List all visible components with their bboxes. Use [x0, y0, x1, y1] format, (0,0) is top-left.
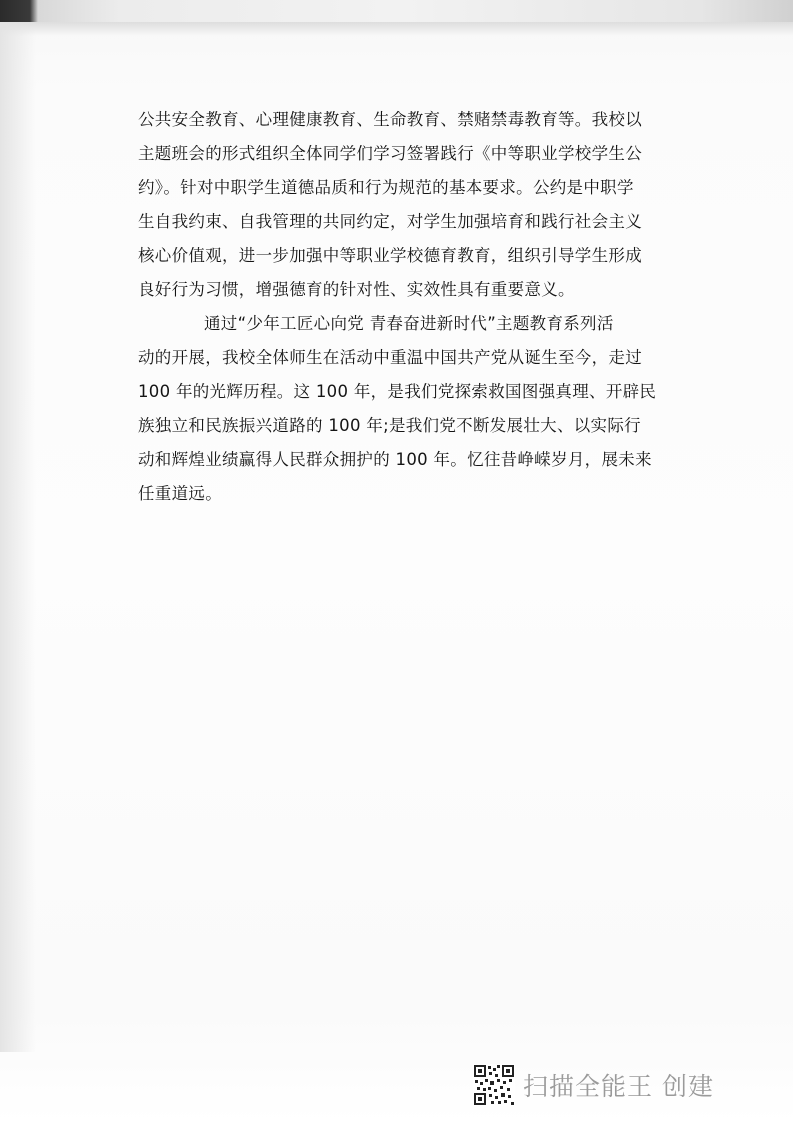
text-line: 约》。针对中职学生道德品质和行为规范的基本要求。公约是中职学: [138, 178, 634, 197]
text-line: 100 年的光辉历程。这 100 年，是我们党探索救国图强真理、开辟民: [138, 382, 657, 401]
text-line: 公共安全教育、心理健康教育、生命教育、禁赌禁毒教育等。我校以: [138, 110, 642, 129]
text-line: 生自我约束、自我管理的共同约定，对学生加强培育和践行社会主义: [138, 212, 642, 231]
text-line: 任重道远。: [138, 484, 222, 503]
text-line: 良好行为习惯，增强德育的针对性、实效性具有重要意义。: [138, 280, 575, 299]
watermark-label: 扫描全能王 创建: [523, 1072, 714, 1101]
text-line: 通过“少年工匠心向党 青春奋进新时代”主题教育系列活: [204, 314, 614, 333]
text-line: 族独立和民族振兴道路的 100 年;是我们党不断发展壮大、以实际行: [138, 416, 641, 435]
text-line: 动和辉煌业绩赢得人民群众拥护的 100 年。忆往昔峥嵘岁月，展未来: [138, 450, 652, 469]
text-line: 主题班会的形式组织全体同学们学习签署践行《中等职业学校学生公: [138, 144, 642, 163]
qr-code-icon: [473, 1064, 515, 1106]
paragraph-2: [138, 307, 658, 511]
text-line: 动的开展，我校全体师生在活动中重温中国共产党从诞生至今，走过: [138, 348, 642, 367]
body-text: [138, 103, 658, 511]
scan-left-edge-shadow: [0, 22, 36, 1052]
scan-top-edge-shadow: [0, 0, 793, 22]
text-line: 核心价值观，进一步加强中等职业学校德育教育，组织引导学生形成: [138, 246, 642, 265]
scanner-watermark: [473, 1063, 714, 1107]
paragraph-1: [138, 103, 658, 307]
